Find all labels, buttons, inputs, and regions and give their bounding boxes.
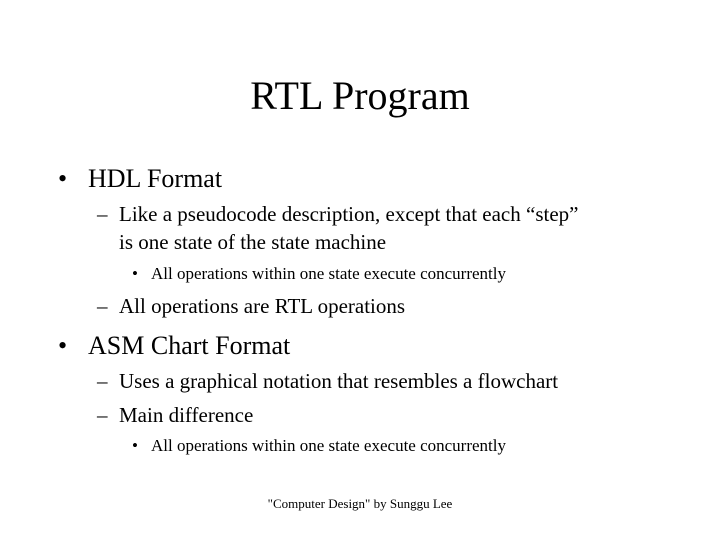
sub-bullet-text: Uses a graphical notation that resembles a flowchart [119,369,559,393]
sub-bullet-rtl-operations [97,292,405,320]
bullet-asm-chart-format [58,331,290,361]
sub-bullet-graphical-notation [97,367,558,395]
bullet-marker: • [58,164,68,193]
bullet-text: HDL Format [88,164,223,193]
sub-sub-bullet-concurrent [132,435,506,457]
sub-bullet-text: All operations are RTL operations [119,294,406,318]
sub-bullet-main-difference [97,401,253,429]
sub-bullet-pseudocode [97,200,578,256]
bullet-text: ASM Chart Format [88,331,291,360]
dash-marker: – [97,294,108,318]
bullet-marker: • [132,264,138,283]
dash-marker: – [97,369,108,393]
sub-bullet-line-2: is one state of the state machine [119,230,387,254]
bullet-marker: • [132,436,138,455]
bullet-marker: • [58,331,68,360]
slide-title: RTL Program [250,73,470,118]
sub-bullet-text: Main difference [119,403,254,427]
sub-sub-bullet-text: All operations within one state execute concurrently [151,264,506,283]
dash-marker: – [97,202,108,226]
sub-bullet-line-1: Like a pseudocode description, except that each “step” [119,202,579,226]
bullet-hdl-format [58,164,222,194]
sub-sub-bullet-text: All operations within one state execute concurrently [151,436,506,455]
dash-marker: – [97,403,108,427]
slide-footer: "Computer Design" by Sunggu Lee [267,496,453,511]
sub-sub-bullet-concurrent [132,263,506,285]
